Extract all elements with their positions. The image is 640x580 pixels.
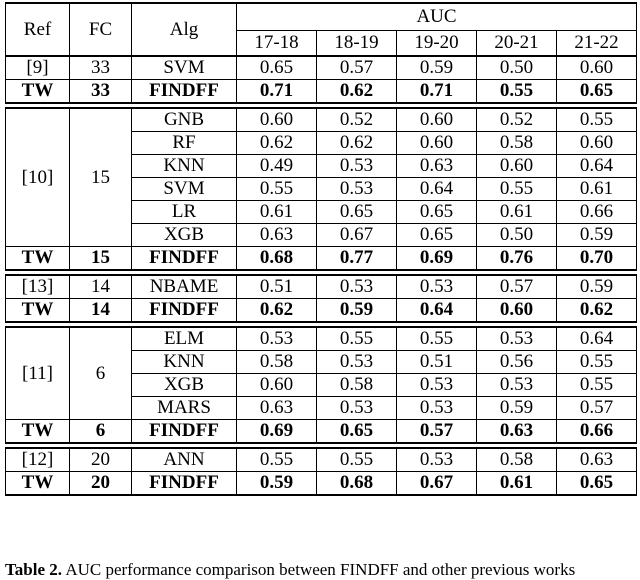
alg-cell: KNN — [132, 155, 237, 178]
fc-cell: 33 — [70, 80, 132, 104]
alg-cell: KNN — [132, 351, 237, 374]
alg-cell: FINDFF — [132, 80, 237, 104]
auc-value-cell: 0.60 — [557, 56, 637, 80]
auc-value-cell: 0.57 — [317, 56, 397, 80]
auc-value-cell: 0.60 — [237, 108, 317, 132]
table-body — [6, 56, 637, 495]
alg-cell: FINDFF — [132, 472, 237, 496]
auc-value-cell: 0.62 — [317, 132, 397, 155]
auc-value-cell: 0.53 — [317, 155, 397, 178]
alg-cell: XGB — [132, 224, 237, 247]
auc-value-cell: 0.55 — [317, 448, 397, 472]
ref-cell: [10] — [6, 108, 70, 247]
auc-value-cell: 0.61 — [477, 472, 557, 496]
auc-value-cell: 0.58 — [477, 132, 557, 155]
auc-value-cell: 0.56 — [477, 351, 557, 374]
ref-cell: [13] — [6, 275, 70, 299]
auc-value-cell: 0.71 — [237, 80, 317, 104]
auc-value-cell: 0.60 — [557, 132, 637, 155]
auc-value-cell: 0.67 — [397, 472, 477, 496]
auc-comparison-table — [5, 2, 637, 496]
header-auc: AUC — [237, 3, 637, 31]
alg-cell: NBAME — [132, 275, 237, 299]
header-year: 17-18 — [237, 31, 317, 57]
ref-cell: [12] — [6, 448, 70, 472]
auc-value-cell: 0.53 — [317, 178, 397, 201]
auc-value-cell: 0.59 — [557, 224, 637, 247]
header-fc: FC — [70, 3, 132, 56]
auc-value-cell: 0.60 — [237, 374, 317, 397]
auc-value-cell: 0.55 — [477, 80, 557, 104]
auc-value-cell: 0.58 — [477, 448, 557, 472]
auc-value-cell: 0.50 — [477, 224, 557, 247]
auc-value-cell: 0.52 — [317, 108, 397, 132]
table-row — [6, 108, 637, 132]
this-work-row — [6, 299, 637, 323]
auc-value-cell: 0.68 — [237, 247, 317, 271]
auc-value-cell: 0.59 — [237, 472, 317, 496]
auc-value-cell: 0.62 — [317, 80, 397, 104]
auc-value-cell: 0.57 — [557, 397, 637, 420]
auc-value-cell: 0.62 — [237, 299, 317, 323]
caption-label: Table 2. — [5, 560, 63, 579]
auc-value-cell: 0.53 — [317, 275, 397, 299]
auc-value-cell: 0.66 — [557, 420, 637, 444]
alg-cell: FINDFF — [132, 299, 237, 323]
auc-value-cell: 0.55 — [557, 351, 637, 374]
alg-cell: FINDFF — [132, 420, 237, 444]
auc-value-cell: 0.65 — [317, 420, 397, 444]
this-work-row — [6, 80, 637, 104]
auc-value-cell: 0.55 — [397, 327, 477, 351]
auc-value-cell: 0.61 — [477, 201, 557, 224]
auc-value-cell: 0.51 — [237, 275, 317, 299]
auc-value-cell: 0.68 — [317, 472, 397, 496]
this-work-row — [6, 420, 637, 444]
auc-value-cell: 0.53 — [397, 275, 477, 299]
auc-value-cell: 0.53 — [317, 397, 397, 420]
auc-value-cell: 0.65 — [317, 201, 397, 224]
table-row — [6, 327, 637, 351]
ref-cell: TW — [6, 472, 70, 496]
auc-value-cell: 0.67 — [317, 224, 397, 247]
header-alg: Alg — [132, 3, 237, 56]
alg-cell: MARS — [132, 397, 237, 420]
table-row — [6, 56, 637, 80]
fc-cell: 20 — [70, 472, 132, 496]
auc-value-cell: 0.62 — [557, 299, 637, 323]
auc-value-cell: 0.55 — [317, 327, 397, 351]
auc-value-cell: 0.53 — [477, 327, 557, 351]
auc-value-cell: 0.60 — [477, 299, 557, 323]
header-year: 18-19 — [317, 31, 397, 57]
auc-value-cell: 0.61 — [557, 178, 637, 201]
auc-value-cell: 0.64 — [557, 327, 637, 351]
header-year: 21-22 — [557, 31, 637, 57]
auc-value-cell: 0.58 — [237, 351, 317, 374]
auc-value-cell: 0.55 — [477, 178, 557, 201]
auc-value-cell: 0.71 — [397, 80, 477, 104]
fc-cell: 33 — [70, 56, 132, 80]
auc-value-cell: 0.77 — [317, 247, 397, 271]
auc-value-cell: 0.62 — [237, 132, 317, 155]
auc-value-cell: 0.64 — [397, 178, 477, 201]
auc-value-cell: 0.65 — [237, 56, 317, 80]
auc-value-cell: 0.57 — [477, 275, 557, 299]
header-ref: Ref — [6, 3, 70, 56]
table-row — [6, 275, 637, 299]
ref-cell: [9] — [6, 56, 70, 80]
auc-value-cell: 0.69 — [237, 420, 317, 444]
fc-cell: 20 — [70, 448, 132, 472]
auc-value-cell: 0.55 — [237, 448, 317, 472]
alg-cell: ELM — [132, 327, 237, 351]
auc-value-cell: 0.63 — [237, 397, 317, 420]
ref-cell: [11] — [6, 327, 70, 420]
auc-value-cell: 0.53 — [397, 448, 477, 472]
ref-cell: TW — [6, 80, 70, 104]
ref-cell: TW — [6, 420, 70, 444]
auc-value-cell: 0.53 — [397, 374, 477, 397]
fc-cell: 6 — [70, 420, 132, 444]
header-year: 20-21 — [477, 31, 557, 57]
auc-value-cell: 0.53 — [317, 351, 397, 374]
table-row — [6, 448, 637, 472]
alg-cell: ANN — [132, 448, 237, 472]
auc-value-cell: 0.55 — [557, 374, 637, 397]
auc-value-cell: 0.76 — [477, 247, 557, 271]
auc-value-cell: 0.65 — [557, 80, 637, 104]
this-work-row — [6, 247, 637, 271]
auc-value-cell: 0.61 — [237, 201, 317, 224]
auc-value-cell: 0.53 — [397, 397, 477, 420]
auc-value-cell: 0.65 — [397, 201, 477, 224]
caption-text: AUC performance comparison between FINDFF and other previous works — [65, 560, 576, 579]
auc-value-cell: 0.63 — [397, 155, 477, 178]
auc-value-cell: 0.63 — [557, 448, 637, 472]
ref-cell: TW — [6, 299, 70, 323]
fc-cell: 15 — [70, 108, 132, 247]
alg-cell: RF — [132, 132, 237, 155]
auc-value-cell: 0.70 — [557, 247, 637, 271]
auc-value-cell: 0.65 — [557, 472, 637, 496]
fc-cell: 15 — [70, 247, 132, 271]
auc-value-cell: 0.63 — [237, 224, 317, 247]
alg-cell: GNB — [132, 108, 237, 132]
auc-value-cell: 0.55 — [557, 108, 637, 132]
auc-value-cell: 0.66 — [557, 201, 637, 224]
fc-cell: 14 — [70, 275, 132, 299]
auc-value-cell: 0.65 — [397, 224, 477, 247]
alg-cell: LR — [132, 201, 237, 224]
fc-cell: 14 — [70, 299, 132, 323]
auc-value-cell: 0.59 — [317, 299, 397, 323]
auc-value-cell: 0.52 — [477, 108, 557, 132]
auc-value-cell: 0.60 — [477, 155, 557, 178]
alg-cell: FINDFF — [132, 247, 237, 271]
auc-value-cell: 0.53 — [237, 327, 317, 351]
table-caption — [5, 560, 575, 580]
auc-value-cell: 0.69 — [397, 247, 477, 271]
alg-cell: SVM — [132, 178, 237, 201]
auc-value-cell: 0.50 — [477, 56, 557, 80]
auc-value-cell: 0.58 — [317, 374, 397, 397]
alg-cell: SVM — [132, 56, 237, 80]
auc-value-cell: 0.59 — [397, 56, 477, 80]
ref-cell: TW — [6, 247, 70, 271]
this-work-row — [6, 472, 637, 496]
fc-cell: 6 — [70, 327, 132, 420]
auc-value-cell: 0.60 — [397, 132, 477, 155]
auc-value-cell: 0.63 — [477, 420, 557, 444]
auc-value-cell: 0.57 — [397, 420, 477, 444]
auc-value-cell: 0.49 — [237, 155, 317, 178]
auc-value-cell: 0.60 — [397, 108, 477, 132]
auc-value-cell: 0.55 — [237, 178, 317, 201]
auc-value-cell: 0.59 — [557, 275, 637, 299]
auc-value-cell: 0.64 — [557, 155, 637, 178]
auc-value-cell: 0.51 — [397, 351, 477, 374]
header-year: 19-20 — [397, 31, 477, 57]
auc-value-cell: 0.59 — [477, 397, 557, 420]
auc-value-cell: 0.53 — [477, 374, 557, 397]
auc-value-cell: 0.64 — [397, 299, 477, 323]
alg-cell: XGB — [132, 374, 237, 397]
